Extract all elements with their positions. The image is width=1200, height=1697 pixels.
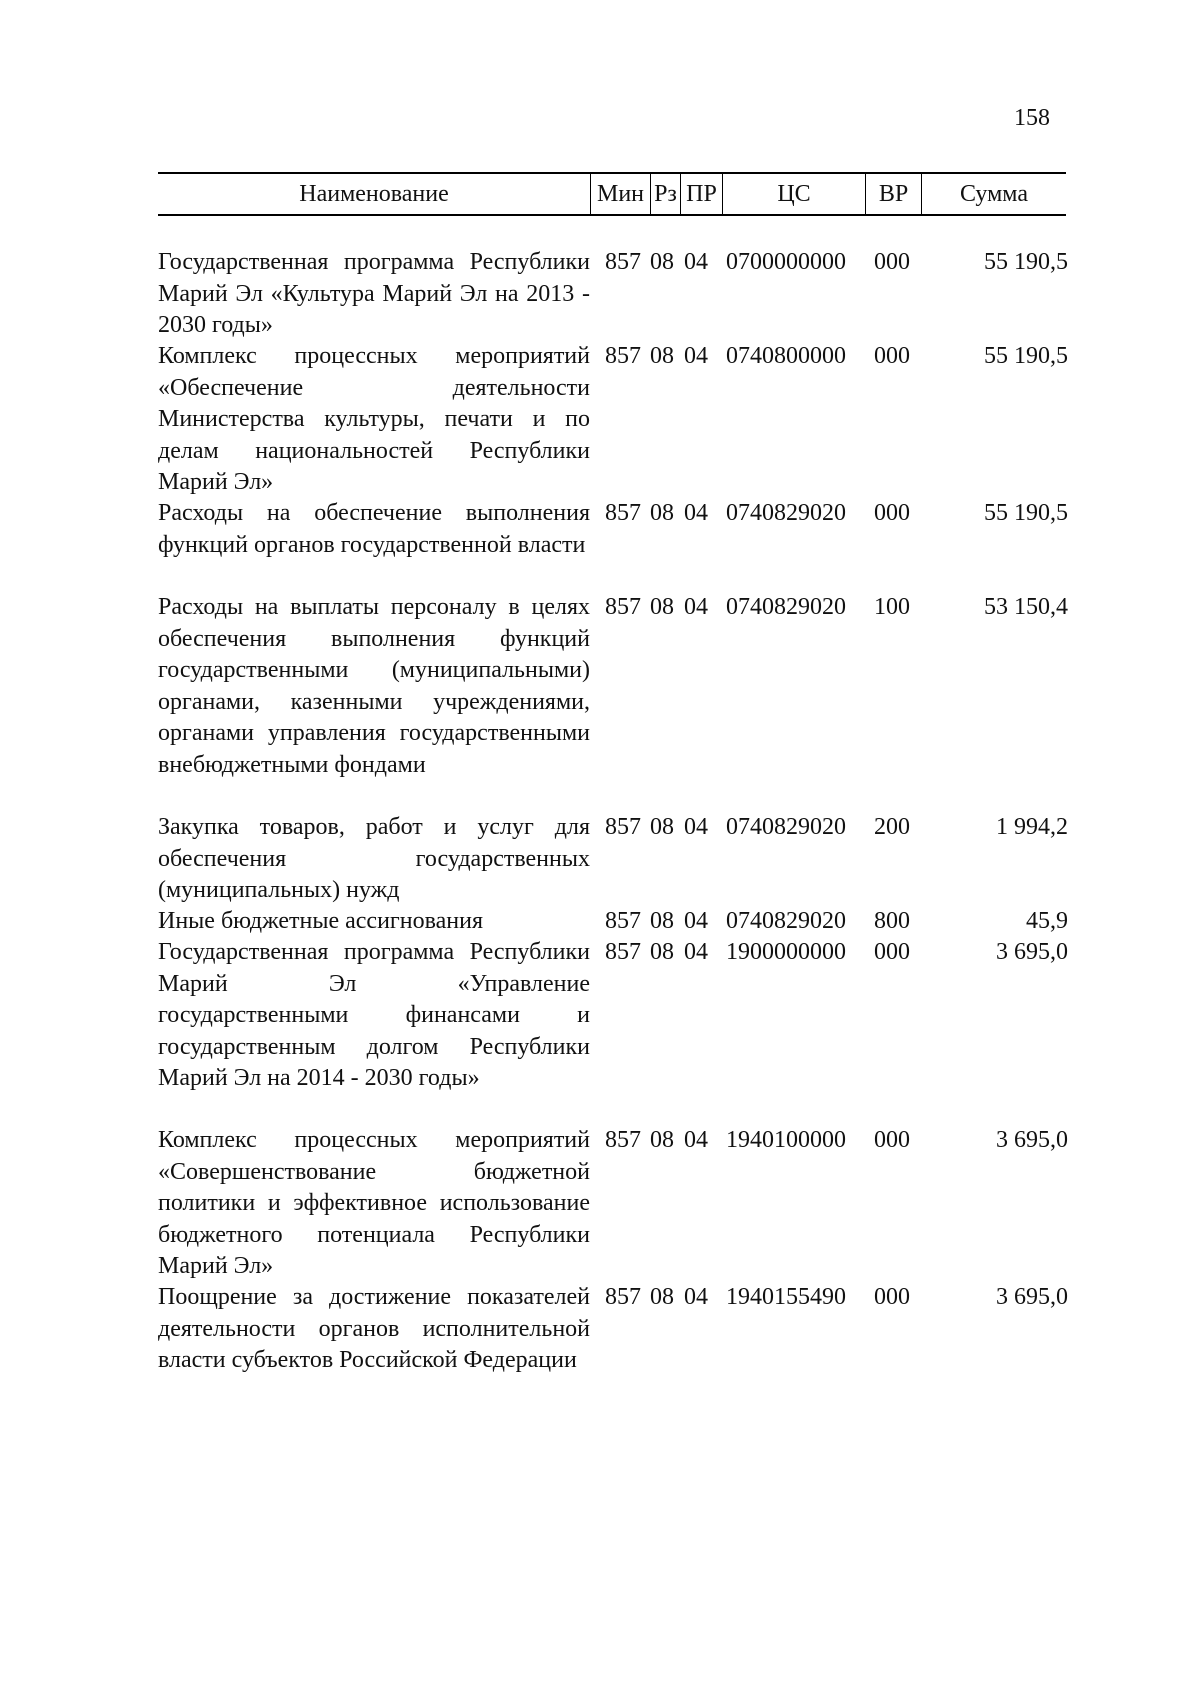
row-vr: 200 <box>874 814 910 840</box>
row-min: 857 <box>605 249 641 275</box>
row-vr: 000 <box>874 1284 910 1310</box>
row-pr: 04 <box>684 908 708 934</box>
page-number: 158 <box>1014 105 1050 131</box>
row-rz: 08 <box>650 249 674 275</box>
row-rz: 08 <box>650 814 674 840</box>
row-name: Комплекс процессных мероприятий «Совершенствование бюджетной политики и эффективное использование бюджетного потенциала Республики Марий Эл» <box>158 1127 590 1279</box>
table-header <box>158 172 1066 216</box>
row-vr: 000 <box>874 249 910 275</box>
row-cs: 0740800000 <box>726 343 846 369</box>
row-name: Государственная программа Республики Марий Эл «Управление государственными финансами и государственным долгом Республики Марий Эл на 2014 - 2030 годы» <box>158 939 590 1091</box>
row-rz: 08 <box>650 343 674 369</box>
row-name: Комплекс процессных мероприятий «Обеспечение деятельности Министерства культуры, печати и по делам национальностей Республики Марий Эл» <box>158 343 590 495</box>
row-pr: 04 <box>684 343 708 369</box>
row-cs: 0740829020 <box>726 500 846 526</box>
header-pr: ПР <box>680 174 722 214</box>
row-min: 857 <box>605 939 641 965</box>
row-sum: 3 695,0 <box>996 1127 1068 1153</box>
row-pr: 04 <box>684 939 708 965</box>
row-pr: 04 <box>684 1284 708 1310</box>
row-cs: 0740829020 <box>726 814 846 840</box>
row-sum: 53 150,4 <box>984 594 1068 620</box>
row-cs: 0740829020 <box>726 908 846 934</box>
header-cs: ЦС <box>722 174 865 214</box>
row-sum: 3 695,0 <box>996 1284 1068 1310</box>
row-pr: 04 <box>684 1127 708 1153</box>
row-sum: 3 695,0 <box>996 939 1068 965</box>
row-cs: 0700000000 <box>726 249 846 275</box>
row-rz: 08 <box>650 939 674 965</box>
row-rz: 08 <box>650 594 674 620</box>
row-sum: 55 190,5 <box>984 249 1068 275</box>
row-min: 857 <box>605 594 641 620</box>
header-rz: Рз <box>650 174 680 214</box>
row-cs: 1940100000 <box>726 1127 846 1153</box>
row-vr: 800 <box>874 908 910 934</box>
row-name: Закупка товаров, работ и услуг для обеспечения государственных (муниципальных) нужд <box>158 814 590 903</box>
row-rz: 08 <box>650 908 674 934</box>
row-pr: 04 <box>684 594 708 620</box>
row-pr: 04 <box>684 500 708 526</box>
row-min: 857 <box>605 500 641 526</box>
row-vr: 000 <box>874 500 910 526</box>
row-rz: 08 <box>650 500 674 526</box>
row-rz: 08 <box>650 1127 674 1153</box>
row-min: 857 <box>605 814 641 840</box>
header-min: Мин <box>590 174 650 214</box>
row-name: Расходы на обеспечение выполнения функций органов государственной власти <box>158 500 590 558</box>
row-name: Расходы на выплаты персоналу в целях обеспечения выполнения функций государственными (муниципальными) органами, казенными учреждениями, органами управления государственными внебюджетными фондами <box>158 594 590 778</box>
header-sum: Сумма <box>921 174 1066 214</box>
row-vr: 000 <box>874 343 910 369</box>
row-cs: 0740829020 <box>726 594 846 620</box>
row-cs: 1940155490 <box>726 1284 846 1310</box>
row-sum: 45,9 <box>1026 908 1068 934</box>
row-sum: 1 994,2 <box>996 814 1068 840</box>
row-pr: 04 <box>684 249 708 275</box>
row-sum: 55 190,5 <box>984 500 1068 526</box>
row-min: 857 <box>605 1127 641 1153</box>
row-min: 857 <box>605 908 641 934</box>
header-vr: ВР <box>865 174 921 214</box>
row-vr: 100 <box>874 594 910 620</box>
row-vr: 000 <box>874 939 910 965</box>
row-min: 857 <box>605 343 641 369</box>
row-sum: 55 190,5 <box>984 343 1068 369</box>
row-name: Поощрение за достижение показателей деятельности органов исполнительной власти субъектов Российской Федерации <box>158 1284 590 1373</box>
row-pr: 04 <box>684 814 708 840</box>
row-vr: 000 <box>874 1127 910 1153</box>
row-cs: 1900000000 <box>726 939 846 965</box>
row-name: Государственная программа Республики Марий Эл «Культура Марий Эл на 2013 - 2030 годы» <box>158 249 590 338</box>
header-name: Наименование <box>299 180 449 207</box>
row-name: Иные бюджетные ассигнования <box>158 908 483 934</box>
row-rz: 08 <box>650 1284 674 1310</box>
row-min: 857 <box>605 1284 641 1310</box>
